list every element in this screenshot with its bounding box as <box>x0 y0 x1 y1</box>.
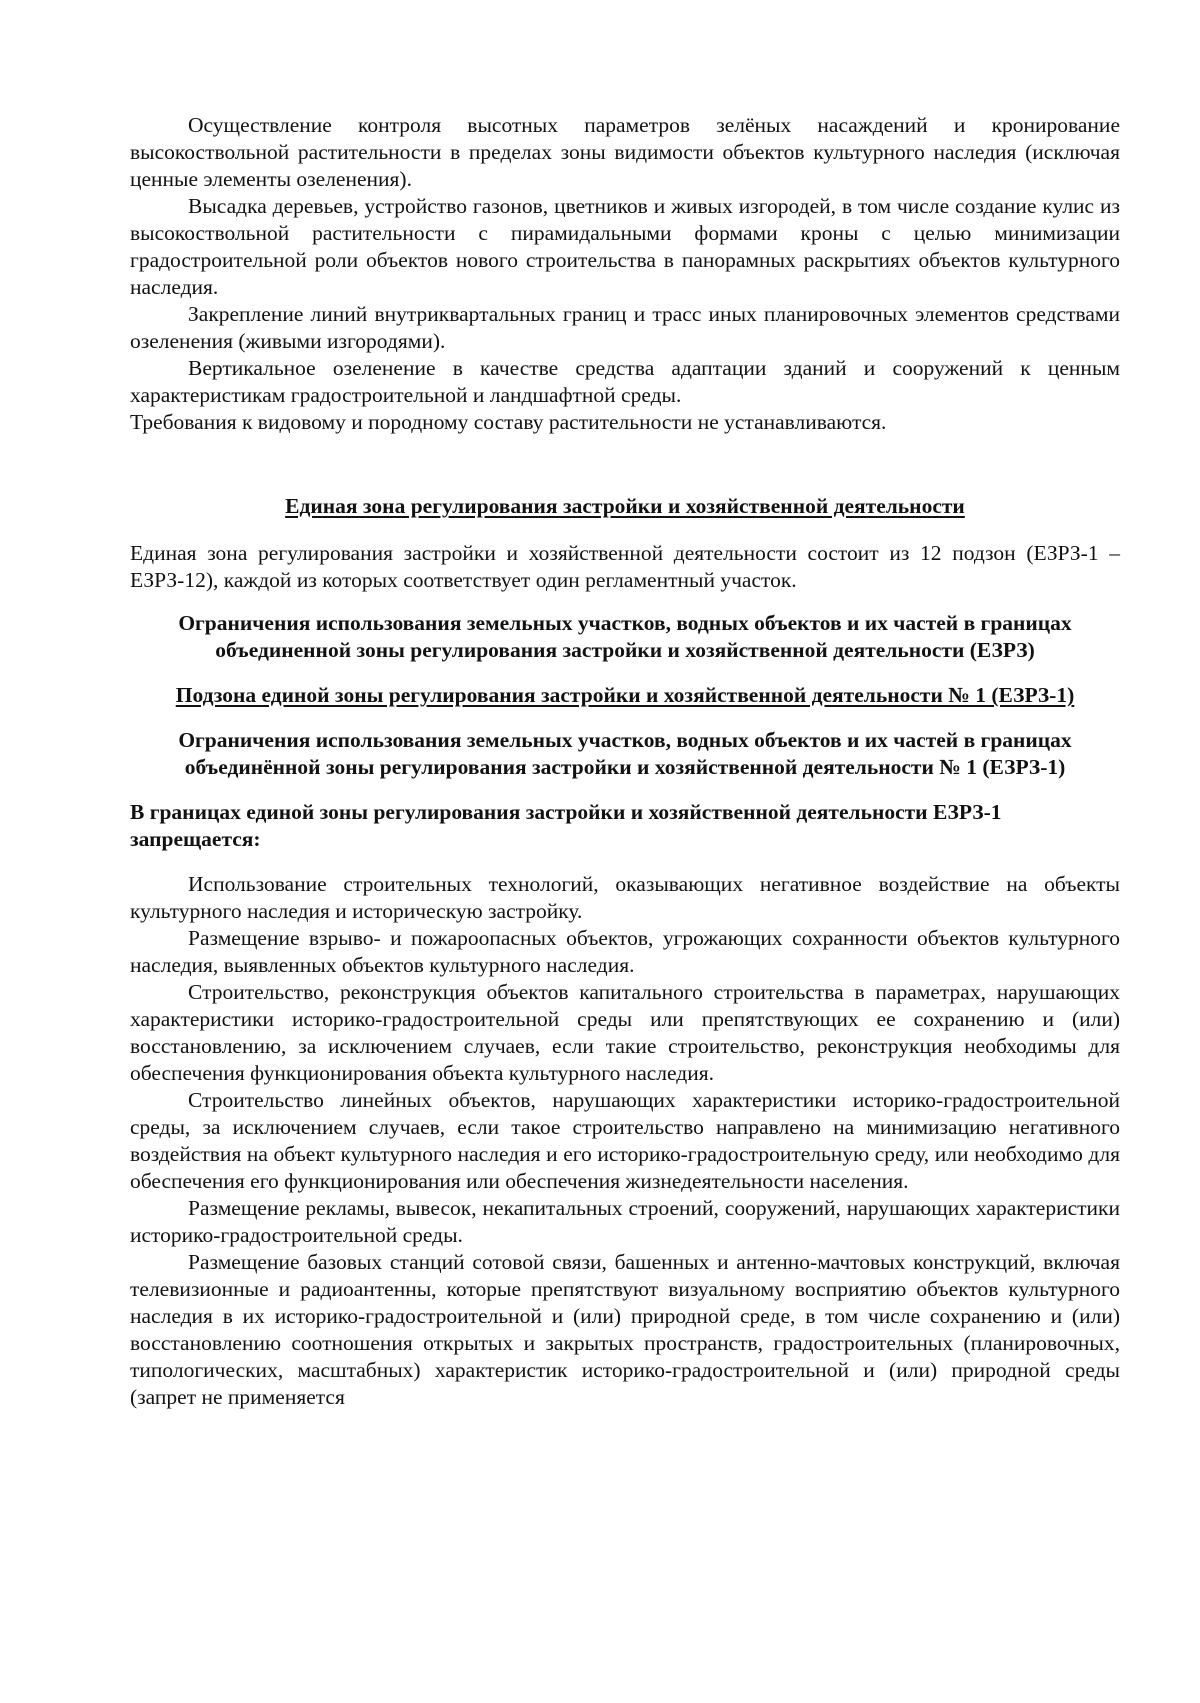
prohibited-list <box>130 871 1120 1411</box>
restrictions-heading-subzone-1: Ограничения использования земельных участков, водных объектов и их частей в границах объединённой зоны регулирования застройки и хозяйственной деятельности № 1 (ЕЗРЗ-1) <box>178 728 1072 779</box>
restrictions-heading-general: Ограничения использования земельных участков, водных объектов и их частей в границах объединенной зоны регулирования застройки и хозяйственной деятельности (ЕЗРЗ) <box>178 611 1072 662</box>
prohibited-item: Строительство, реконструкция объектов капитального строительства в параметрах, нарушающих характеристики историко-градостроительной среды или препятствующих ее сохранению и (или) восстановлению, за исключением случаев, если такие строительство, реконструкция необходимы для обеспечения функционирования объекта культурного наследия. <box>130 980 1120 1085</box>
paragraph-planting: Высадка деревьев, устройство газонов, цветников и живых изгородей, в том числе создание кулис из высокоствольной растительности с пирамидальными формами кроны с целью минимизации градостроительной роли объектов нового строительства в панорамных раскрытиях объектов культурного наследия. <box>130 194 1120 299</box>
prohibited-item: Размещение рекламы, вывесок, некапитальных строений, сооружений, нарушающих характеристики историко-градостроительной среды. <box>130 1196 1120 1247</box>
paragraph-boundaries: Закрепление линий внутриквартальных границ и трасс иных планировочных элементов средствами озеленения (живыми изгородями). <box>130 302 1120 353</box>
paragraph-species-note: Требования к видовому и породному составу растительности не устанавливаются. <box>130 410 887 434</box>
paragraph-crown-control: Осуществление контроля высотных параметров зелёных насаждений и кронирование высокоствольной растительности в пределах зоны видимости объектов культурного наследия (исключая ценные элементы озеленения). <box>130 113 1120 191</box>
prohibited-item: Размещение базовых станций сотовой связи, башенных и антенно-мачтовых конструкций, включая телевизионные и радиоантенны, которые препятствуют визуальному восприятию объектов культурного наследия в их историко-градостроительной и (или) природной среде, в том числе сохранению и (или) восстановлению соотношения открытых и закрытых пространств, градостроительных (планировочных, типологических, масштабных) характеристик историко-градостроительной и (или) природной среды (запрет не применяется <box>130 1250 1120 1409</box>
subzone-heading: Подзона единой зоны регулирования застройки и хозяйственной деятельности № 1 (ЕЗРЗ-1) <box>175 683 1075 707</box>
prohibited-item: Строительство линейных объектов, нарушающих характеристики историко-градостроительной среды, за исключением случаев, если такое строительство направлено на минимизацию негативного воздействия на объект культурного наследия и его историко-градостроительную среду, или необходимо для обеспечения его функционирования или обеспечения жизнедеятельности населения. <box>130 1088 1120 1193</box>
prohibited-lead: В границах единой зоны регулирования застройки и хозяйственной деятельности ЕЗРЗ-1 запрещается: <box>130 800 1002 851</box>
zone-description: Единая зона регулирования застройки и хозяйственной деятельности состоит из 12 подзон (ЕЗРЗ-1 – ЕЗРЗ-12), каждой из которых соответствует один регламентный участок. <box>130 541 1120 592</box>
document-page <box>130 112 1120 1411</box>
prohibited-item: Размещение взрыво- и пожароопасных объектов, угрожающих сохранности объектов культурного наследия, выявленных объектов культурного наследия. <box>130 926 1120 977</box>
paragraph-vertical-greening: Вертикальное озеленение в качестве средства адаптации зданий и сооружений к ценным характеристикам градостроительной и ландшафтной среды. <box>130 356 1120 407</box>
zone-heading: Единая зона регулирования застройки и хозяйственной деятельности <box>285 494 965 518</box>
prohibited-item: Использование строительных технологий, оказывающих негативное воздействие на объекты культурного наследия и историческую застройку. <box>130 872 1120 923</box>
